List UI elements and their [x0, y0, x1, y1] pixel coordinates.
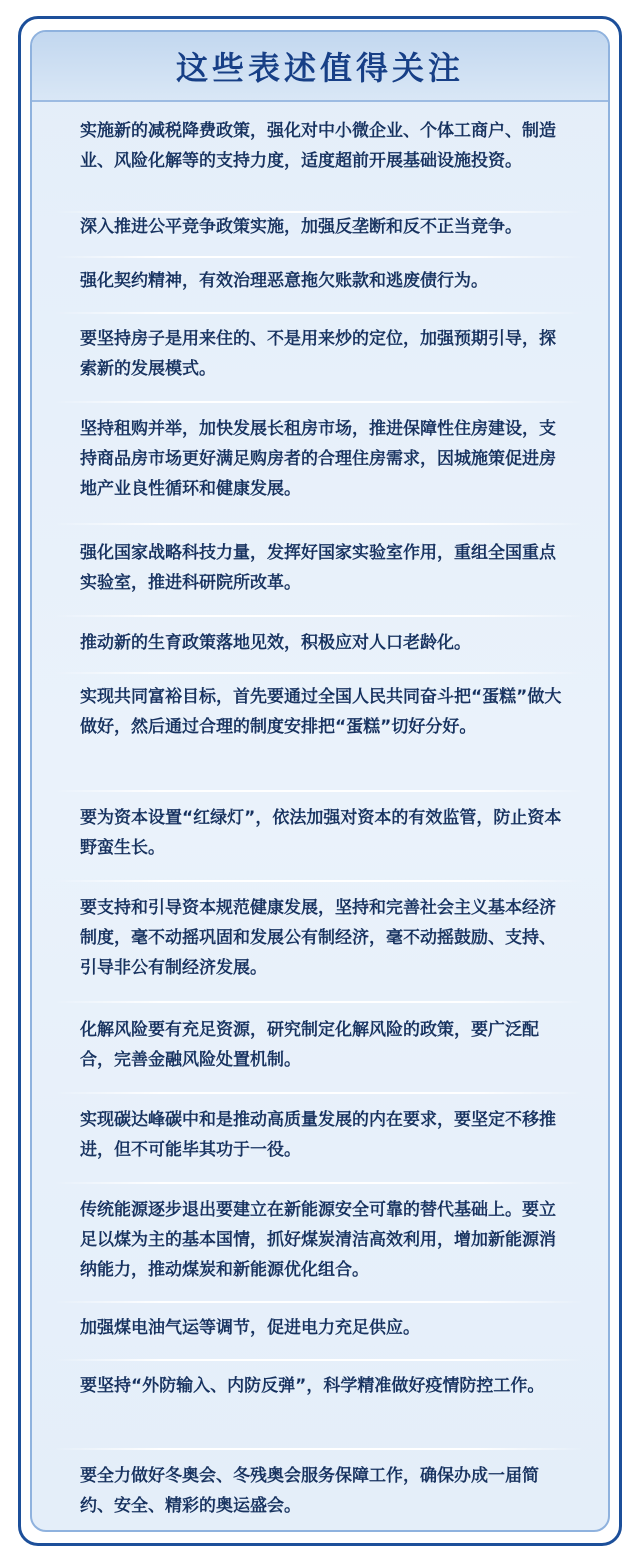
divider: [54, 1182, 584, 1184]
divider: [54, 256, 584, 258]
statement-item: 实现共同富裕目标，首先要通过全国人民共同奋斗把“蛋糕”做大做好，然后通过合理的制度安排把“蛋糕”切好分好。: [80, 687, 562, 737]
statement-item: 强化契约精神，有效治理恶意拖欠账款和逃废债行为。: [80, 271, 488, 291]
divider: [54, 1301, 584, 1303]
statement-item: 要为资本设置“红绿灯”，依法加强对资本的有效监管，防止资本野蛮生长。: [80, 808, 562, 858]
statement-item: 深入推进公平竞争政策实施，加强反垄断和反不正当竞争。: [80, 217, 522, 237]
content-panel: [30, 30, 610, 1532]
statement-item: 要全力做好冬奥会、冬残奥会服务保障工作，确保办成一届简约、安全、精彩的奥运盛会。: [80, 1466, 539, 1516]
statement-item: 要支持和引导资本规范健康发展，坚持和完善社会主义基本经济制度，毫不动摇巩固和发展公有制经济，毫不动摇鼓励、支持、引导非公有制经济发展。: [80, 898, 556, 978]
divider: [54, 401, 584, 403]
divider: [54, 523, 584, 525]
divider: [54, 672, 584, 674]
statement-item: 推动新的生育政策落地见效，积极应对人口老龄化。: [80, 633, 471, 653]
statement-item: 强化国家战略科技力量，发挥好国家实验室作用，重组全国重点实验室，推进科研院所改革。: [80, 543, 556, 593]
statement-item: 要坚持房子是用来住的、不是用来炒的定位，加强预期引导，探索新的发展模式。: [80, 329, 556, 379]
divider: [54, 1359, 584, 1361]
statement-item: 要坚持“外防输入、内防反弹”，科学精准做好疫情防控工作。: [80, 1376, 545, 1396]
statement-item: 传统能源逐步退出要建立在新能源安全可靠的替代基础上。要立足以煤为主的基本国情，抓好煤炭清洁高效利用，增加新能源消纳能力，推动煤炭和新能源优化组合。: [80, 1200, 556, 1280]
divider: [54, 1448, 584, 1450]
statement-item: 坚持租购并举，加快发展长租房市场，推进保障性住房建设，支持商品房市场更好满足购房者的合理住房需求，因城施策促进房地产业良性循环和健康发展。: [80, 419, 556, 499]
statement-item: 化解风险要有充足资源，研究制定化解风险的政策，要广泛配合，完善金融风险处置机制。: [80, 1020, 539, 1070]
divider: [54, 790, 584, 792]
statement-item: 加强煤电油气运等调节，促进电力充足供应。: [80, 1318, 420, 1338]
divider: [54, 1001, 584, 1003]
divider: [54, 880, 584, 882]
divider: [54, 312, 584, 314]
statement-item: 实施新的减税降费政策，强化对中小微企业、个体工商户、制造业、风险化解等的支持力度，适度超前开展基础设施投资。: [80, 121, 556, 171]
divider: [54, 1092, 584, 1094]
statement-item: 实现碳达峰碳中和是推动高质量发展的内在要求，要坚定不移推进，但不可能毕其功于一役。: [80, 1110, 556, 1160]
divider: [54, 615, 584, 617]
page-title: 这些表述值得关注: [175, 49, 464, 87]
title-banner: [32, 32, 608, 102]
